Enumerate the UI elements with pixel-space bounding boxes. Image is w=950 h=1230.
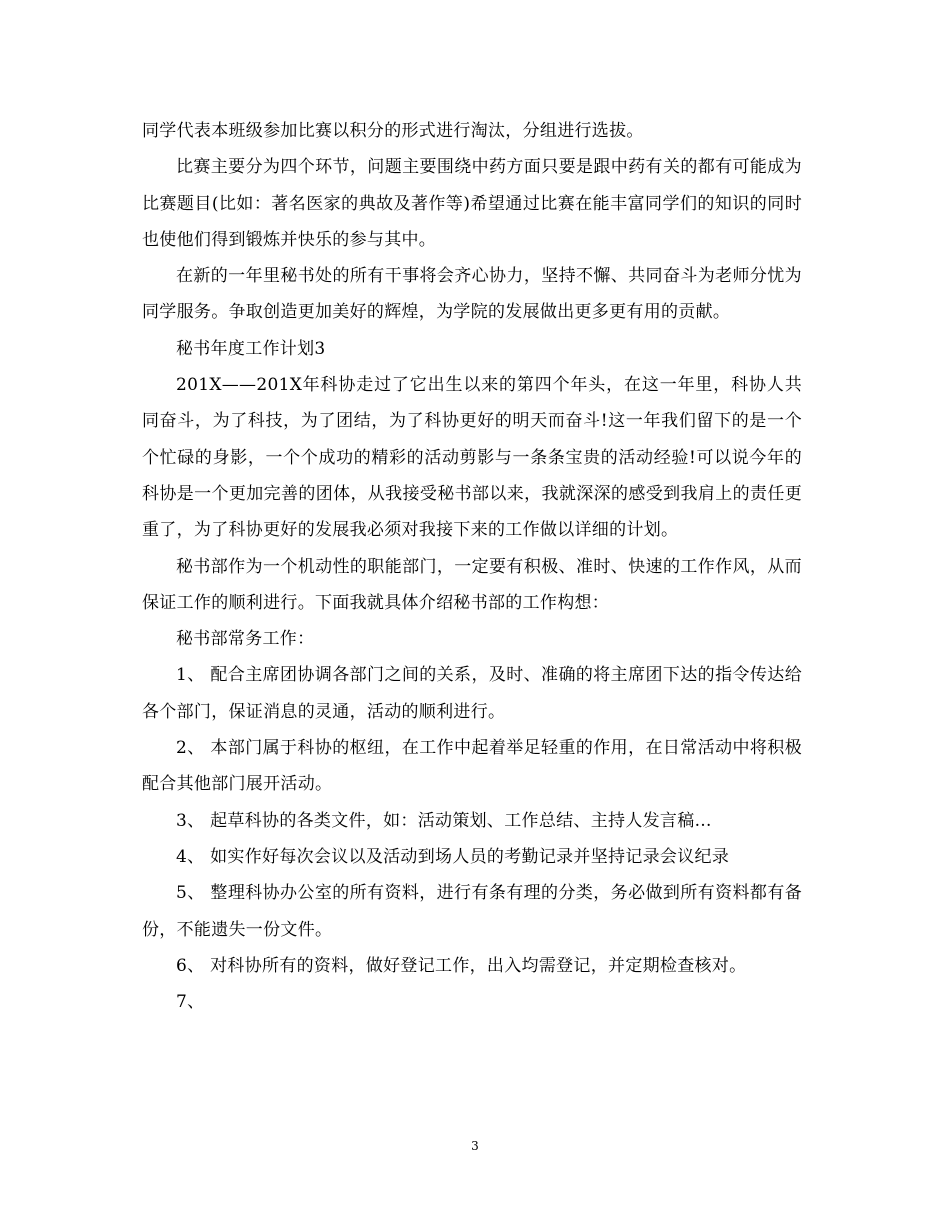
list-item: 2、 本部门属于科协的枢纽，在工作中起着举足轻重的作用，在日常活动中将积极配合其他部门展开活动。: [142, 738, 802, 795]
list-item: 3、 起草科协的各类文件，如：活动策划、工作总结、主持人发言稿…: [176, 810, 712, 831]
section-heading: 秘书年度工作计划3: [176, 338, 326, 359]
document-body: [142, 113, 802, 1020]
list-item: 4、 如实作好每次会议以及活动到场人员的考勤记录并坚持记录会议纪录: [176, 846, 730, 867]
list-item: 7、: [176, 992, 205, 1013]
paragraph: 秘书部作为一个机动性的职能部门，一定要有积极、准时、快速的工作作风，从而保证工作的顺利进行。下面我就具体介绍秘书部的工作构想：: [142, 556, 802, 613]
subheading: 秘书部常务工作：: [176, 629, 315, 650]
list-item: 1、 配合主席团协调各部门之间的关系，及时、准确的将主席团下达的指令传达给各个部门，保证消息的灵通，活动的顺利进行。: [142, 665, 802, 722]
paragraph: 比赛主要分为四个环节，问题主要围绕中药方面只要是跟中药有关的都有可能成为比赛题目(比如：著名医家的典故及著作等)希望通过比赛在能丰富同学们的知识的同时也使他们得到锻炼并快乐的参与其中。: [142, 157, 802, 250]
list-item: 5、 整理科协办公室的所有资料，进行有条有理的分类，务必做到所有资料都有备份，不能遗失一份文件。: [142, 883, 802, 940]
paragraph: 在新的一年里秘书处的所有干事将会齐心协力，坚持不懈、共同奋斗为老师分忧为同学服务。争取创造更加美好的辉煌，为学院的发展做出更多更有用的贡献。: [142, 266, 802, 323]
page-number: 3: [471, 1139, 479, 1153]
paragraph: 同学代表本班级参加比赛以积分的形式进行淘汰，分组进行选拔。: [142, 121, 644, 141]
list-item: 6、 对科协所有的资料，做好登记工作，出入均需登记，并定期检查核对。: [176, 955, 747, 976]
paragraph: 201X——201X年科协走过了它出生以来的第四个年头，在这一年里，科协人共同奋斗，为了科技，为了团结，为了科协更好的明天而奋斗!这一年我们留下的是一个个忙碌的身影，一个个成功的精彩的活动剪影与一条条宝贵的活动经验!可以说今年的科协是一个更加完善的团体，从我接受秘书部以来，我就深深的感受到我肩上的责任更重了，为了科协更好的发展我必须对我接下来的工作做以详细的计划。: [142, 375, 802, 541]
